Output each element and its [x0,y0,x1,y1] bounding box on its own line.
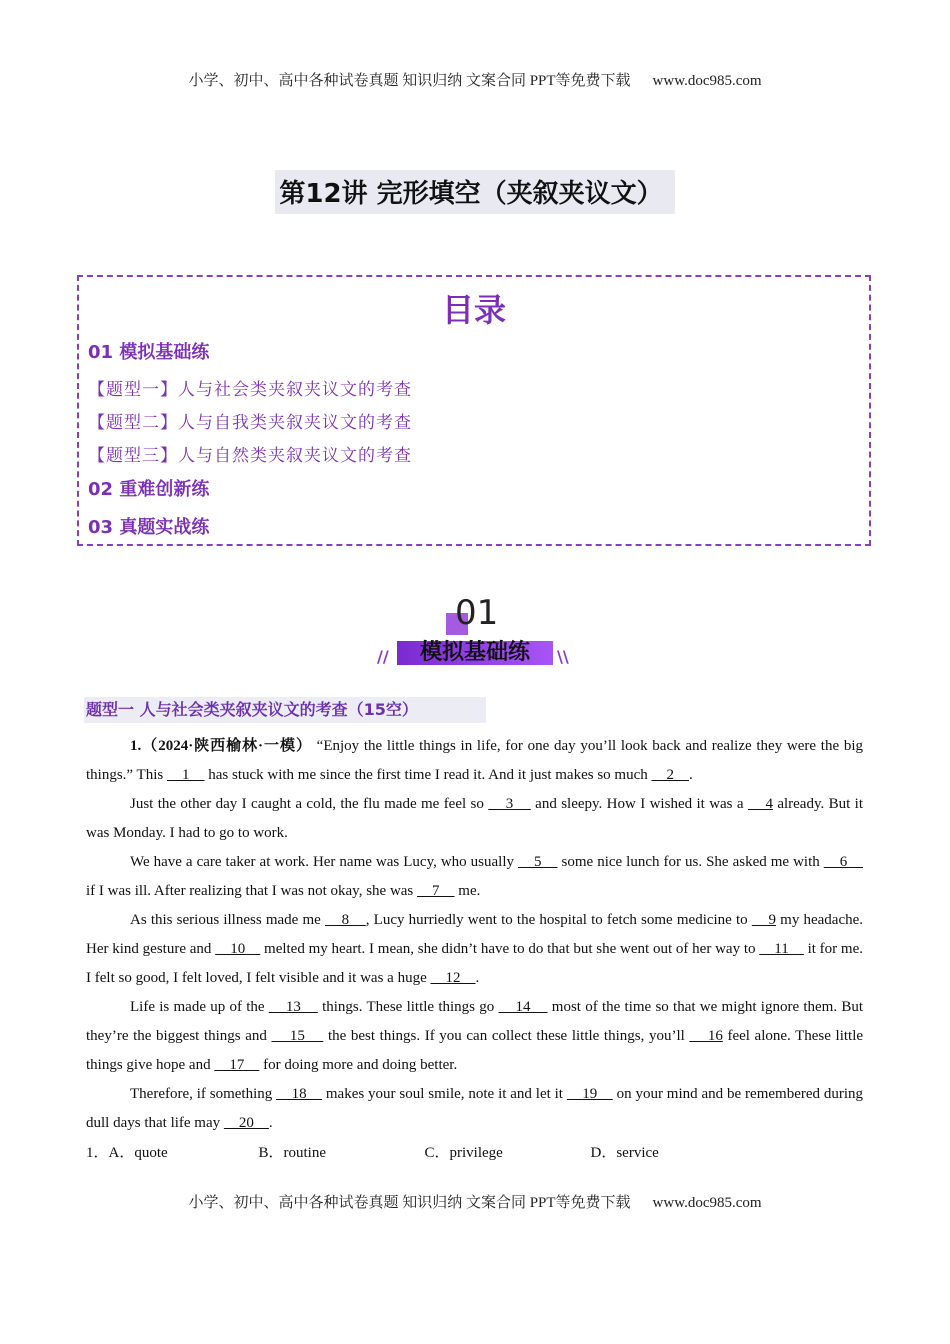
text: and sleepy. How I wished it was a [530,796,748,812]
question-number: 1. [130,738,142,754]
footer-text: 小学、初中、高中各种试卷真题 知识归纳 文案合同 PPT等免费下载 [188,1195,631,1211]
option-b[interactable]: B．routine [258,1145,327,1161]
blank-17[interactable]: 17 [214,1057,260,1073]
paragraph-5 [86,993,863,1080]
text: if I was ill. After realizing that I was not okay, she was [86,883,418,899]
toc-item-section-02[interactable]: 02 重难创新练 [88,479,210,500]
paragraph-6 [86,1080,863,1138]
text: We have a care taker at work. Her name was Lucy, who usually [130,854,519,870]
section-badge [375,595,575,675]
text: most of the time so that we might ignore them. But they’re the biggest things and [86,999,864,1044]
text: . [689,767,693,783]
text: Just the other day I caught a cold, the flu made me feel so [130,796,489,812]
blank-14[interactable]: 14 [498,999,548,1015]
blank-7[interactable]: 7 [417,883,455,899]
option-number: 1． [86,1145,109,1161]
text: melted my heart. I mean, she didn’t have to do that but she went out of her way to [260,941,760,957]
blank-5[interactable]: 5 [518,854,558,870]
option-a[interactable]: A．quote [108,1145,168,1161]
text: , Lucy hurriedly went to the hospital to fetch some medicine to [365,912,752,928]
header-text: 小学、初中、高中各种试卷真题 知识归纳 文案合同 PPT等免费下载 [188,73,631,89]
table-of-contents [77,275,871,546]
blank-18[interactable]: 18 [276,1086,323,1102]
toc-item-section-01[interactable]: 01 模拟基础练 [88,342,210,363]
section-number: 01 [455,593,499,633]
question-type-heading: 题型一 人与社会类夹叙夹议文的考查（15空） [84,697,486,723]
blank-1[interactable]: 1 [166,767,205,783]
blank-10[interactable]: 10 [215,941,261,957]
toc-item-type-3[interactable]: 【题型三】人与自然类夹叙夹议文的考查 [88,446,412,466]
blank-12[interactable]: 12 [430,970,476,986]
text: on your mind and be remembered during dull days that life may [86,1086,864,1131]
text: Life is made up of the [130,999,269,1015]
blank-20[interactable]: 20 [223,1115,269,1131]
text: it for me. I felt so good, I felt loved, I felt visible and it was a huge [86,941,863,986]
section-label: 模拟基础练 [419,640,530,665]
blank-11[interactable]: 11 [759,941,804,957]
text: makes your soul smile, note it and let it [322,1086,567,1102]
slash-left: // [377,647,389,666]
blank-19[interactable]: 19 [566,1086,613,1102]
page-header [0,69,950,90]
blank-13[interactable]: 13 [268,999,318,1015]
options-row [86,1139,659,1168]
text: feel alone. These little things give hope and [86,1028,864,1073]
paragraph-2 [86,790,863,848]
paragraph-1 [86,732,863,790]
text: . [475,970,480,986]
text: “Enjoy the little things in life, for one day you’ll look back and realize they were the big things.” This [86,738,864,783]
option-d[interactable]: D．service [590,1145,659,1161]
text: has stuck with me since the first time I read it. And it just makes so much [204,767,652,783]
toc-item-type-2[interactable]: 【题型二】人与自我类夹叙夹议文的考查 [88,413,412,433]
text: already. But it was Monday. I had to go to work. [86,796,864,841]
text: for doing more and doing better. [259,1057,458,1073]
text: Therefore, if something [130,1086,277,1102]
text: things. These little things go [317,999,499,1015]
toc-item-type-1[interactable]: 【题型一】人与社会类夹叙夹议文的考查 [88,380,412,400]
slash-right: \\ [557,647,569,666]
blank-6[interactable]: 6 [823,854,864,870]
blank-16[interactable]: 16 [689,1028,723,1044]
blank-4[interactable]: 4 [747,796,773,812]
blank-3[interactable]: 3 [488,796,531,812]
toc-item-section-03[interactable]: 03 真题实战练 [88,517,210,538]
text: my headache. Her kind gesture and [86,912,864,957]
text: the best things. If you can collect these little things, you’ll [323,1028,690,1044]
option-c[interactable]: C．privilege [424,1145,503,1161]
paragraph-4 [86,906,863,993]
text: me. [454,883,481,899]
header-site: www.doc985.com [652,73,762,89]
text: As this serious illness made me [130,912,325,928]
question-source: （2024·陕西榆林·一模） [141,738,312,754]
blank-8[interactable]: 8 [324,912,366,928]
toc-heading: 目录 [441,291,506,329]
cloze-passage [86,732,863,1138]
page-footer [0,1191,950,1212]
blank-2[interactable]: 2 [651,767,689,783]
title-wrap [0,170,950,214]
text: . [268,1115,273,1131]
blank-9[interactable]: 9 [751,912,776,928]
blank-15[interactable]: 15 [271,1028,324,1044]
paragraph-3 [86,848,863,906]
footer-site: www.doc985.com [652,1195,762,1211]
page-title: 第12讲 完形填空（夹叙夹议文） [275,170,674,214]
text: some nice lunch for us. She asked me with [557,854,824,870]
